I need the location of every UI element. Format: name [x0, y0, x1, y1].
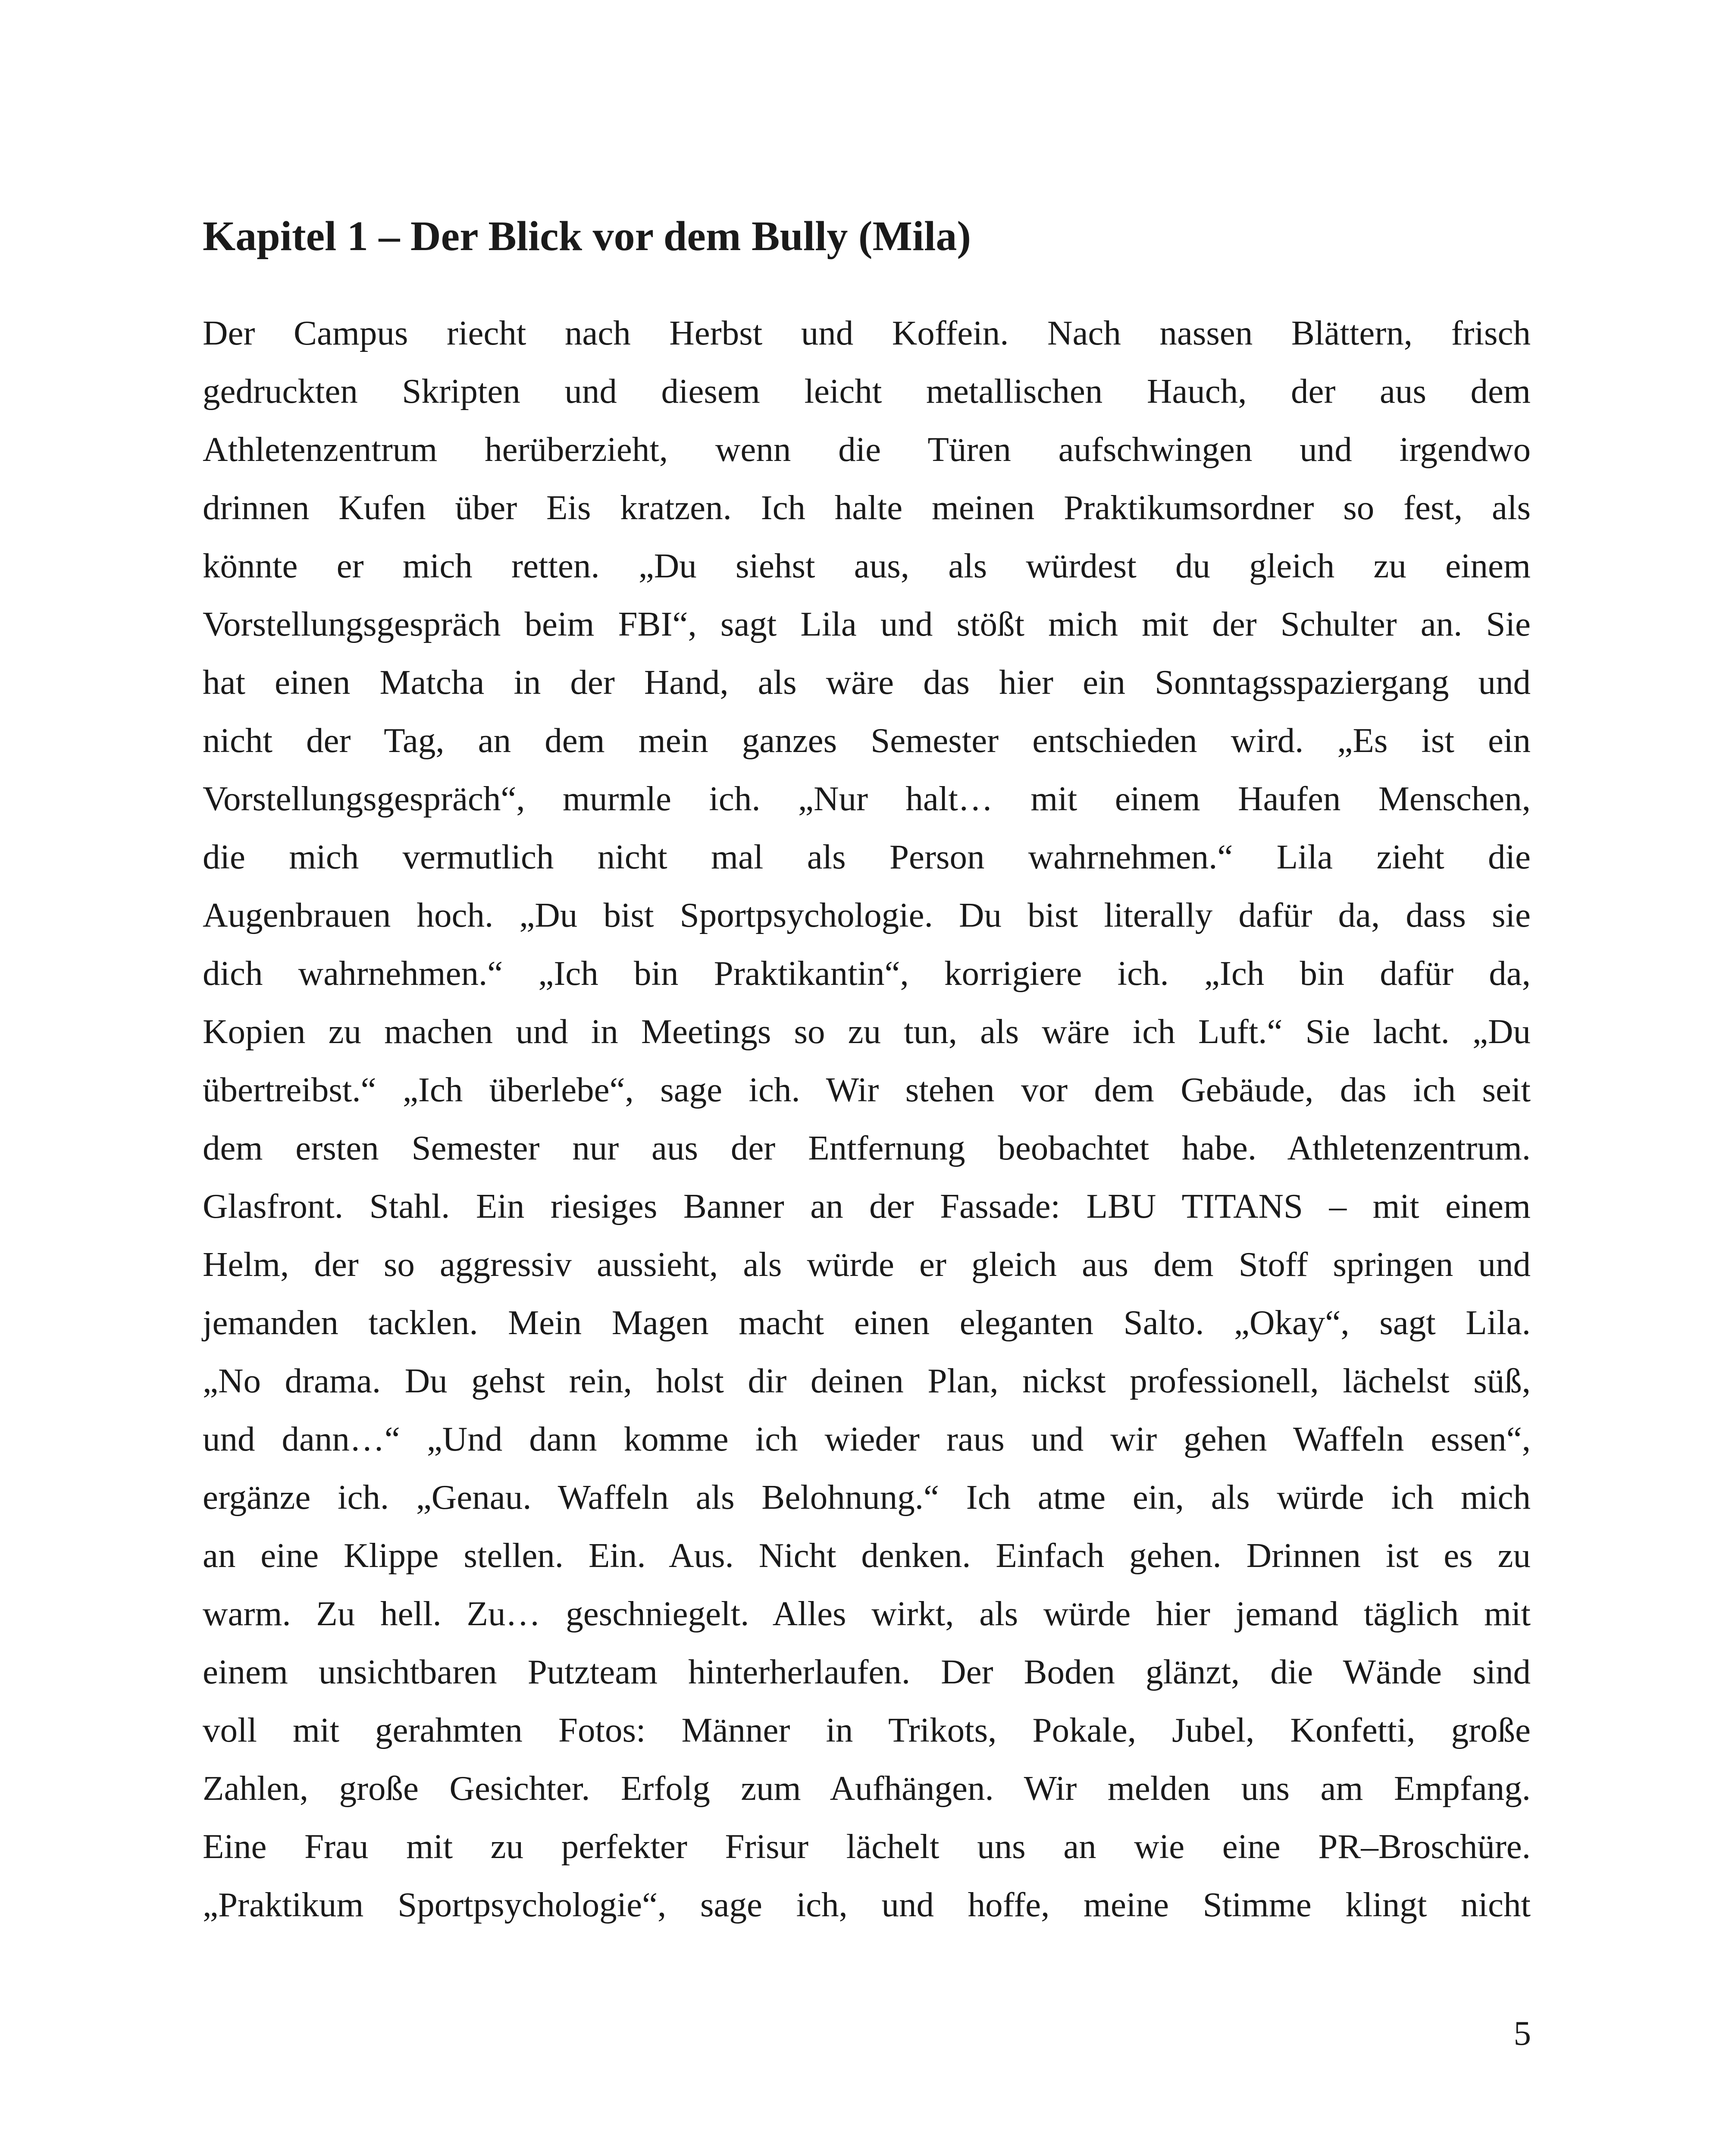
text-line: und dann…“ „Und dann komme ich wieder raus und wir gehen Waffeln essen“, [203, 1420, 1531, 1458]
text-line: Augenbrauen hoch. „Du bist Sportpsychologie. Du bist literally dafür da, dass sie [203, 896, 1531, 934]
text-line: hat einen Matcha in der Hand, als wäre das hier ein Sonntagsspaziergang und [203, 663, 1531, 702]
text-line: die mich vermutlich nicht mal als Person wahrnehmen.“ Lila zieht die [203, 837, 1531, 876]
text-line: Athletenzentrum herüberzieht, wenn die Türen aufschwingen und irgendwo [203, 430, 1531, 469]
text-line: einem unsichtbaren Putzteam hinterherlaufen. Der Boden glänzt, die Wände sind [203, 1652, 1531, 1691]
text-line: nicht der Tag, an dem mein ganzes Semester entschieden wird. „Es ist ein [203, 721, 1531, 760]
text-line: dich wahrnehmen.“ „Ich bin Praktikantin“, korrigiere ich. „Ich bin dafür da, [203, 954, 1531, 993]
text-line: gedruckten Skripten und diesem leicht metallischen Hauch, der aus dem [203, 372, 1531, 411]
text-line: Vorstellungsgespräch“, murmle ich. „Nur halt… mit einem Haufen Menschen, [203, 779, 1531, 818]
text-line: ergänze ich. „Genau. Waffeln als Belohnung.“ Ich atme ein, als würde ich mich [203, 1478, 1531, 1517]
text-line: drinnen Kufen über Eis kratzen. Ich halte meinen Praktikumsordner so fest, als [203, 488, 1531, 527]
text-line: Glasfront. Stahl. Ein riesiges Banner an der Fassade: LBU TITANS – mit einem [203, 1187, 1531, 1225]
text-line: Zahlen, große Gesichter. Erfolg zum Aufhängen. Wir melden uns am Empfang. [203, 1769, 1531, 1808]
text-line: jemanden tacklen. Mein Magen macht einen eleganten Salto. „Okay“, sagt Lila. [203, 1303, 1531, 1342]
text-line: Eine Frau mit zu perfekter Frisur lächelt uns an wie eine PR–Broschüre. [203, 1827, 1531, 1866]
text-line: Kopien zu machen und in Meetings so zu tun, als wäre ich Luft.“ Sie lacht. „Du [203, 1012, 1531, 1051]
text-line: Der Campus riecht nach Herbst und Koffein. Nach nassen Blättern, frisch [203, 313, 1531, 352]
page-number: 5 [1513, 2014, 1531, 2053]
text-line: „Praktikum Sportpsychologie“, sage ich, und hoffe, meine Stimme klingt nicht [203, 1885, 1531, 1924]
body-text [203, 304, 1531, 1934]
text-line: könnte er mich retten. „Du siehst aus, als würdest du gleich zu einem [203, 546, 1531, 585]
text-line: an eine Klippe stellen. Ein. Aus. Nicht denken. Einfach gehen. Drinnen ist es zu [203, 1536, 1531, 1575]
text-line: Helm, der so aggressiv aussieht, als würde er gleich aus dem Stoff springen und [203, 1245, 1531, 1284]
text-line: warm. Zu hell. Zu… geschniegelt. Alles wirkt, als würde hier jemand täglich mit [203, 1594, 1531, 1633]
text-line: dem ersten Semester nur aus der Entfernung beobachtet habe. Athletenzentrum. [203, 1128, 1531, 1167]
text-line: „No drama. Du gehst rein, holst dir deinen Plan, nickst professionell, lächelst süß, [203, 1361, 1531, 1400]
text-line: Vorstellungsgespräch beim FBI“, sagt Lila und stößt mich mit der Schulter an. Sie [203, 605, 1531, 643]
text-line: voll mit gerahmten Fotos: Männer in Trikots, Pokale, Jubel, Konfetti, große [203, 1711, 1531, 1749]
chapter-title: Kapitel 1 – Der Blick vor dem Bully (Mila) [203, 213, 971, 260]
text-line: übertreibst.“ „Ich überlebe“, sage ich. Wir stehen vor dem Gebäude, das ich seit [203, 1070, 1531, 1109]
